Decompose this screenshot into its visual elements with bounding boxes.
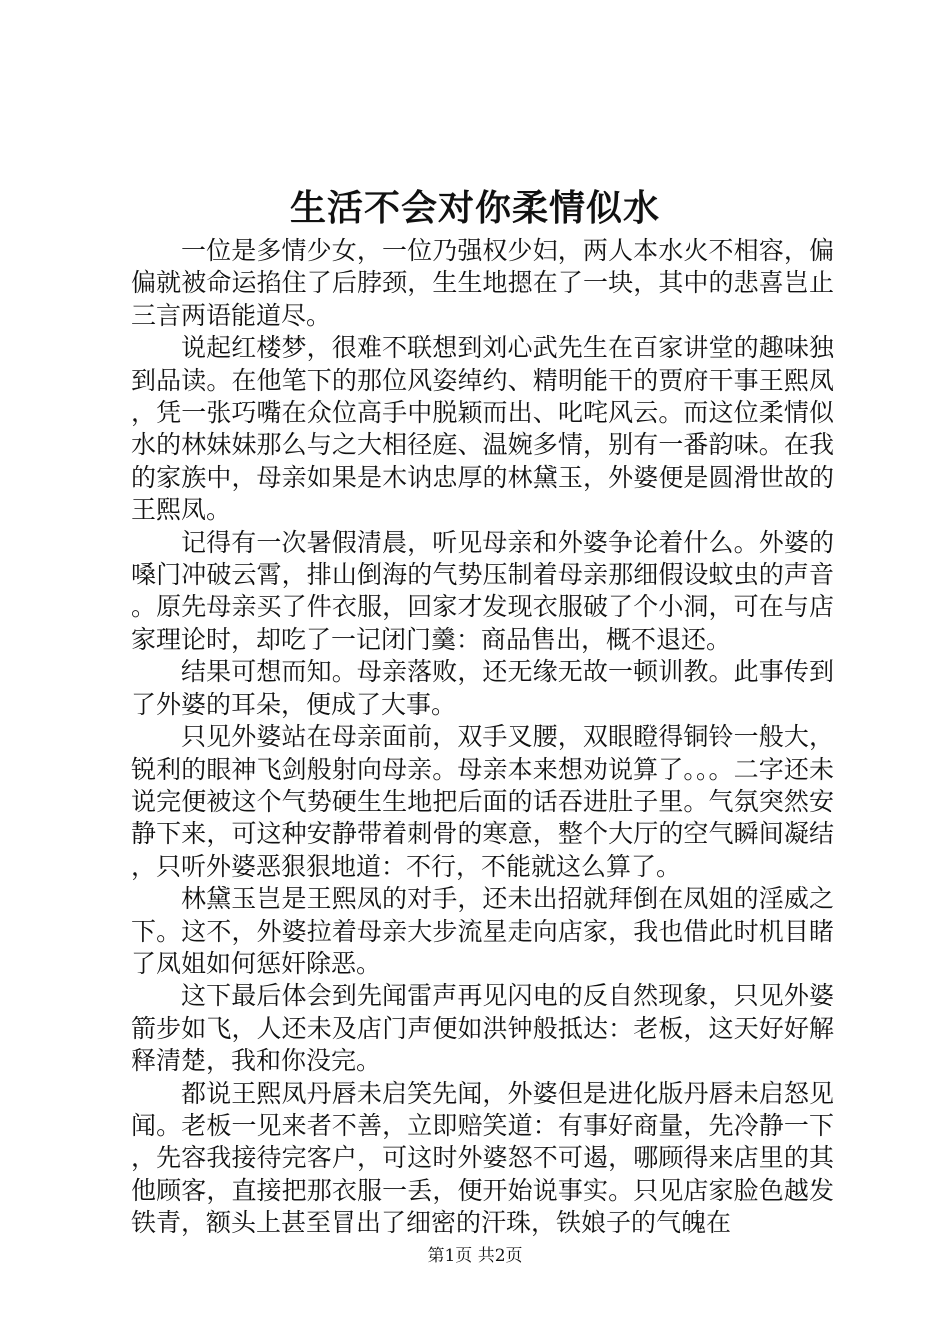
paragraph-3: 记得有一次暑假清晨，听见母亲和外婆争论着什么。外婆的嗓门冲破云霄，排山倒海的气势压制着母亲那细假设蚊虫的声音。原先母亲买了件衣服，回家才发现衣服破了个小洞，可在与店家理论时，却吃了一记闭门羹：商品售出，概不退还。 (131, 527, 834, 654)
paragraph-7: 这下最后体会到先闻雷声再见闪电的反自然现象，只见外婆箭步如飞，人还未及店门声便如洪钟般抵达：老板，这天好好解释清楚，我和你没完。 (131, 981, 834, 1076)
document-title: 生活不会对你柔情似水 (289, 187, 660, 229)
paragraph-1: 一位是多情少女，一位乃强权少妇，两人本水火不相容，偏偏就被命运掐住了后脖颈，生生地摁在了一块，其中的悲喜岂止三言两语能道尽。 (131, 236, 834, 330)
page-footer: 第1页 共2页 (427, 1246, 523, 1266)
paragraph-2: 说起红楼梦，很难不联想到刘心武先生在百家讲堂的趣味独到品读。在他笔下的那位风姿绰约、精明能干的贾府干事王熙凤，凭一张巧嘴在众位高手中脱颖而出、叱咤风云。而这位柔情似水的林妹妹那么与之大相径庭、温婉多情，别有一番韵味。在我的家族中，母亲如果是木讷忠厚的林黛玉，外婆便是圆滑世故的王熙凤。 (131, 333, 834, 525)
paragraph-4: 结果可想而知。母亲落败，还无缘无故一顿训教。此事传到了外婆的耳朵，便成了大事。 (131, 657, 834, 719)
document-body (131, 235, 834, 1240)
paragraph-5: 只见外婆站在母亲面前，双手叉腰，双眼瞪得铜铃一般大，锐利的眼神飞剑般射向母亲。母亲本来想劝说算了。。。二字还未说完便被这个气势硬生生地把后面的话吞进肚子里。气氛突然安静下来，可这种安静带着刺骨的寒意，整个大厅的空气瞬间凝结，只听外婆恶狠狠地道：不行，不能就这么算了。 (131, 722, 834, 881)
paragraph-6: 林黛玉岂是王熙凤的对手，还未出招就拜倒在凤姐的淫威之下。这不，外婆拉着母亲大步流星走向店家，我也借此时机目睹了凤姐如何惩奸除恶。 (131, 884, 834, 978)
paragraph-8: 都说王熙凤丹唇未启笑先闻，外婆但是进化版丹唇未启怒见闻。老板一见来者不善，立即赔笑道：有事好商量，先冷静一下，先容我接待完客户，可这时外婆怒不可遏，哪顾得来店里的其他顾客，直接把那衣服一丢，便开始说事实。只见店家脸色越发铁青，额头上甚至冒出了细密的汗珠，铁娘子的气魄在 (131, 1078, 834, 1238)
